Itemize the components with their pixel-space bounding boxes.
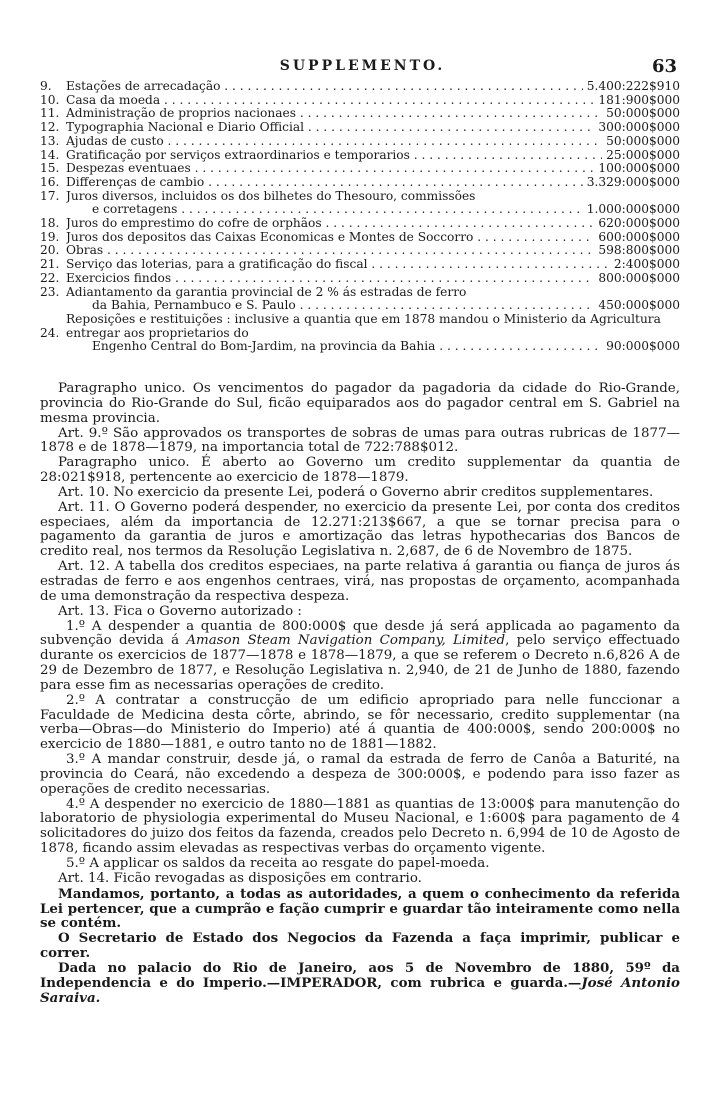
closing-secretario: O Secretario de Estado dos Negocios da Fazenda a faça imprimir, publicar e correr. (40, 930, 680, 962)
item-description: Despezas eventuaes . . . (66, 162, 594, 176)
item-number: 10. (40, 92, 60, 107)
paragraph: Art. 11. O Governo poderá despender, no exercicio da presente Lei, por conta dos creditos especiaes, além da importancia de 12.271:213$667, a que se tornar precisa para o pagamento da garantia de juros e amortização das letras hypothecarias dos Bancos de credito real, nos termos da Resolução Legislativa n. 2,687, de 6 de Novembro de 1875. (40, 499, 680, 560)
sub-paragraph (40, 620, 680, 694)
running-head: SUPPLEMENTO. (279, 58, 446, 74)
item-number: 11. (40, 106, 60, 121)
item-amount: 181:900$000 (598, 92, 680, 107)
item-number: 15. (40, 161, 60, 176)
item-amount: 50:000$000 (606, 133, 680, 148)
closing-formula (40, 887, 680, 1006)
item-amount: 50:000$000 (606, 106, 680, 121)
item-number: 22. (40, 270, 60, 285)
item-amount: 800:000$000 (598, 270, 680, 285)
item-number: 19. (40, 229, 60, 244)
budget-item (40, 313, 680, 340)
item-description: Casa da moeda . . . (66, 94, 594, 108)
item-description: Gratificação por serviços extraordinarios e temporarios . . . (66, 149, 602, 163)
budget-item (40, 244, 680, 258)
budget-item (40, 162, 680, 176)
item-description: Obras . . . (66, 244, 594, 258)
item-description-cont: e corretagens . . . (92, 203, 583, 217)
sub-paragraph: 2.º A contratar a construcção de um edificio apropriado para nelle funccionar a Faculdade de Medicina desta côrte, abrindo, se fôr necessario, credito supplementar (na verba—Obras—do Ministerio do Imperio) até á quantia de 400:000$, sendo 200:000$ no exercicio de 1880—1881, e outro tanto no de 1881—1882. (40, 692, 680, 753)
item-number: 20. (40, 243, 60, 258)
item-description-cont: Engenho Central do Bom-Jardim, na provincia da Bahia . . . (92, 340, 602, 354)
budget-item-continuation (40, 203, 680, 217)
budget-item (40, 217, 680, 231)
page-header (0, 56, 725, 78)
item-description: Reposições e restituições : inclusive a quantia que em 1878 mandou o Ministerio da Agricultura entregar aos proprietarios do (66, 312, 661, 340)
item-amount: 600:000$000 (598, 229, 680, 244)
item-amount: 5.400:222$910 (586, 79, 680, 93)
paragraph: Art. 9.º São approvados os transportes de sobras de umas para outras rubricas de 1877—1878 e de 1878—1879, na importancia total de 722:788$012. (40, 425, 680, 456)
item-amount: 598:800$000 (598, 243, 680, 258)
item-amount: 90:000$000 (606, 339, 680, 354)
item-amount: 2:400$000 (613, 257, 680, 272)
budget-item (40, 121, 680, 135)
item-number: 9. (40, 79, 52, 93)
budget-item (40, 258, 680, 272)
sub-paragraph: 5.º A applicar os saldos da receita ao resgate do papel-moeda. (66, 856, 490, 871)
item-amount: 1.000:000$000 (586, 202, 680, 217)
budget-item-continuation (40, 340, 680, 354)
closing-dada (40, 961, 680, 1006)
sub-paragraph-text: 1.º A despender a quantia de 800:000$ que desde já será applicada ao pagamento da subvenção devida á (40, 618, 680, 649)
sub-paragraph-text: , pelo serviço effectuado durante os exercicios de 1877—1878 e 1878—1879, a que se referem o Decreto n.6,826 A de 29 de Dezembro de 1877, e Resolução Legislativa n. 2,940, de 21 de Junho de 1880, fazendo para esse fim as necessarias operações de credito. (40, 633, 680, 693)
budget-item (40, 107, 680, 121)
budget-item (40, 272, 680, 286)
signature: José Antonio Saraiva. (40, 974, 680, 1006)
item-number: 18. (40, 216, 60, 231)
budget-item (40, 231, 680, 245)
page-number: 63 (651, 56, 677, 77)
item-number: 24. (40, 325, 60, 340)
item-amount: 300:000$000 (598, 120, 680, 135)
item-amount: 25:000$000 (606, 147, 680, 162)
budget-item (40, 80, 680, 94)
sub-paragraph: 3.º A mandar construir, desde já, o ramal da estrada de ferro de Canôa a Baturité, na provincia do Ceará, não excedendo a despeza de 300:000$, e podendo para isso fazer as operações de credito necessarias. (40, 752, 680, 797)
company-name: Amason Steam Navigation Company, Limited (186, 633, 506, 649)
item-description: Administração de proprios nacionaes . . . (66, 107, 602, 121)
budget-item (40, 176, 680, 190)
item-amount: 3.329:000$000 (586, 174, 680, 189)
closing-dada-text: Dada no palacio do Rio de Janeiro, aos 5 de Novembro de 1880, 59º da Independencia e do Imperio.—IMPERADOR, com rubrica e guarda.— (40, 959, 680, 991)
item-description: Exercicios findos . . . (66, 272, 594, 286)
item-amount: 100:000$000 (598, 161, 680, 176)
budget-item (40, 94, 680, 108)
item-description: Ajudas de custo . . . (66, 135, 602, 149)
budget-item (40, 190, 680, 204)
paragraph: Paragrapho unico. É aberto ao Governo um credito supplementar da quantia de 28:021$918, pertencente ao exercicio de 1878—1879. (40, 455, 680, 486)
paragraph: Art. 13. Fica o Governo autorizado : (58, 603, 302, 619)
budget-item-continuation (40, 299, 680, 313)
item-description: Adiantamento da garantia provincial de 2 % ás estradas de ferro (66, 285, 467, 299)
item-description-cont: da Bahia, Pernambuco e S. Paulo . . . (92, 299, 594, 313)
item-number: 12. (40, 120, 60, 135)
closing-mandamos: Mandamos, portanto, a todas as autoridades, a quem o conhecimento da referida Lei pertencer, que a cumprão e fação cumprir e guardar tão inteiramente como nella se contém. (40, 885, 680, 932)
item-number: 13. (40, 133, 60, 148)
item-description: Typographia Nacional e Diario Official . . . (66, 121, 594, 135)
item-number: 14. (40, 147, 60, 162)
item-number: 23. (40, 284, 60, 299)
item-amount: 620:000$000 (598, 216, 680, 231)
item-number: 16. (40, 174, 60, 189)
item-description: Serviço das loterias, para a gratificação do fiscal . . . (66, 258, 610, 272)
budget-items (40, 80, 680, 354)
item-description: Estações de arrecadação . . . (66, 80, 583, 94)
paragraph: Art. 12. A tabella dos creditos especiaes, na parte relativa á garantia ou fiança de juros ás estradas de ferro e aos engenhos centraes, virá, nas propostas de orçamento, acompanhada de uma demonstração da respectiva despeza. (40, 559, 680, 604)
item-number: 17. (40, 188, 60, 203)
budget-item (40, 286, 680, 300)
item-description: Juros diversos, incluidos os dos bilhetes do Thesouro, commissões (66, 189, 476, 203)
budget-item (40, 149, 680, 163)
item-number: 21. (40, 257, 60, 272)
sub-paragraph: 4.º A despender no exercicio de 1880—1881 as quantias de 13:000$ para manutenção do laboratorio de physiologia experimental do Museu Nacional, e 1:600$ para pagamento de 4 solicitadores do juizo dos feitos da fazenda, creados pelo Decreto n. 6,994 de 10 de Agosto de 1878, ficando assim elevadas as respectivas verbas do orçamento vigente. (40, 796, 680, 857)
law-text (40, 382, 680, 1005)
budget-item (40, 135, 680, 149)
item-amount: 450:000$000 (598, 298, 680, 313)
paragraph: Art. 10. No exercicio da presente Lei, poderá o Governo abrir creditos supplementares. (58, 484, 654, 500)
item-description: Juros do emprestimo do cofre de orphãos . . . (66, 217, 594, 231)
paragraph: Paragrapho unico. Os vencimentos do pagador da pagadoria da cidade do Rio-Grande, provincia do Rio-Grande do Sul, ficão equiparados aos do pagador central em S. Gabriel na mesma provincia. (40, 381, 680, 426)
item-description: Differenças de cambio . . . (66, 176, 583, 190)
paragraph: Art. 14. Ficão revogadas as disposições em contrario. (58, 870, 422, 886)
item-description: Juros dos depositos das Caixas Economicas e Montes de Soccorro . . . (66, 231, 594, 245)
